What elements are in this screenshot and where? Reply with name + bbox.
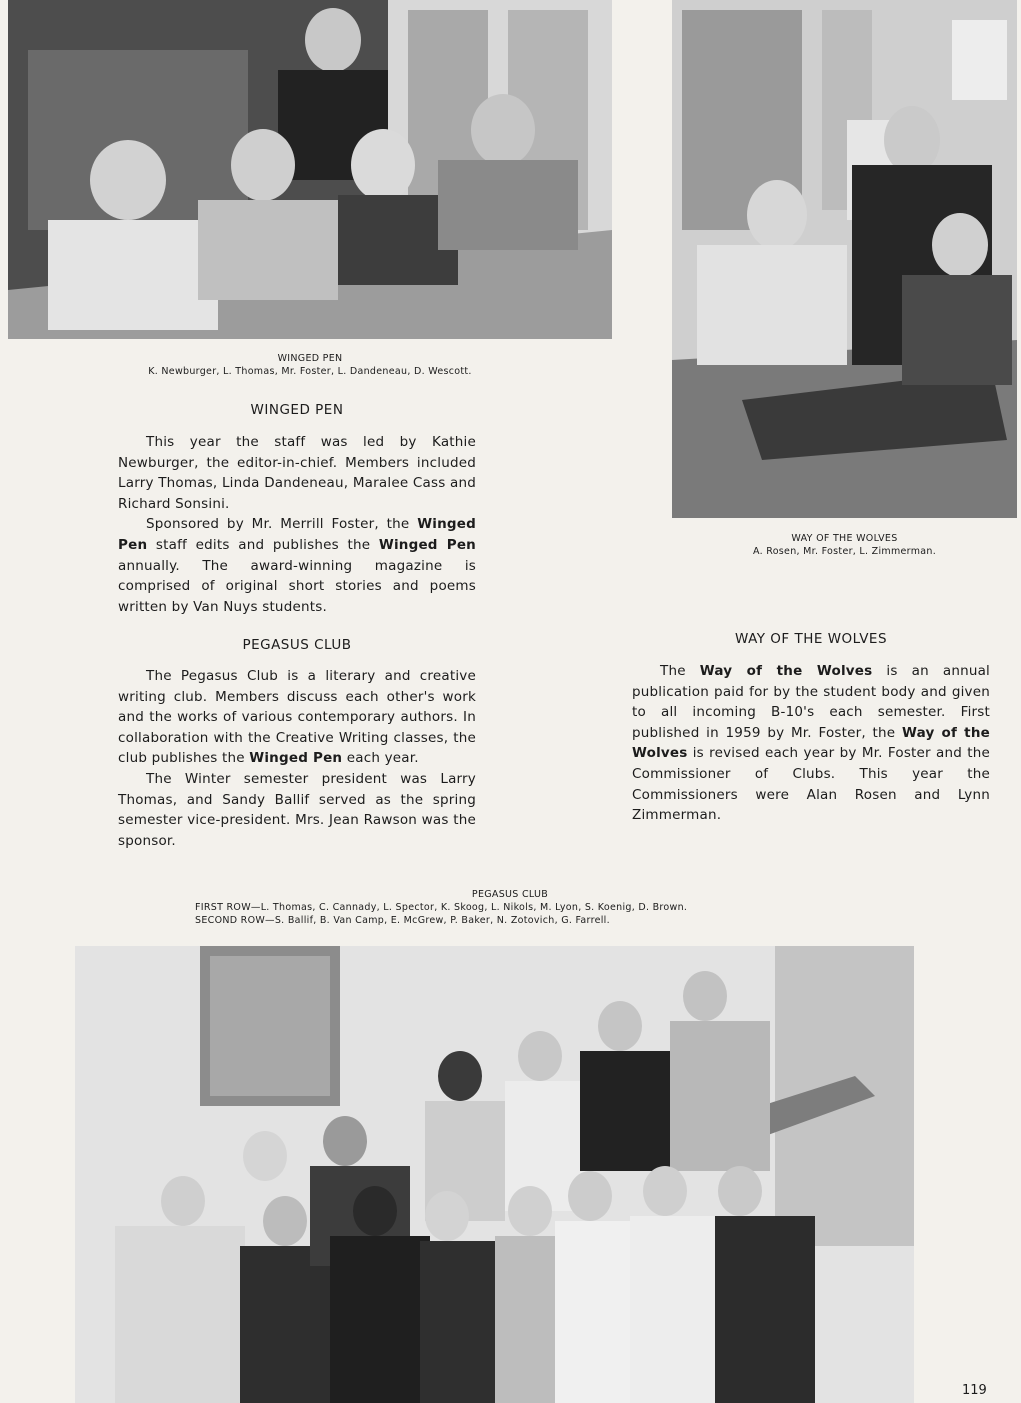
pegasus-caption-row-2: SECOND ROW—S. Ballif, B. Van Camp, E. McGrew, P. Baker, N. Zotovich, G. Farrell. xyxy=(195,915,610,926)
winged-pen-caption-names: K. Newburger, L. Thomas, Mr. Foster, L. Dandeneau, D. Wescott. xyxy=(148,366,472,377)
wolves-caption-names: A. Rosen, Mr. Foster, L. Zimmerman. xyxy=(752,546,937,557)
winged-pen-paragraph-2: Sponsored by Mr. Merrill Foster, the Winged Pen staff edits and publishes the Winged Pen annually. The award-winning magazine is comprised of original short stories and poems written by Van Nuys students. xyxy=(118,516,476,615)
pegasus-caption-title: PEGASUS CLUB xyxy=(471,889,549,900)
publication-title: Winged Pen xyxy=(378,536,476,553)
pegasus-caption-row-1: FIRST ROW—L. Thomas, C. Cannady, L. Spector, K. Skoog, L. Nikols, M. Lyon, S. Koenig, D. Brown. xyxy=(195,902,688,913)
pegasus-club-body xyxy=(118,666,476,851)
winged-pen-caption-title: WINGED PEN xyxy=(277,353,343,364)
pegasus-club-photo xyxy=(75,946,914,1403)
way-of-the-wolves-photo xyxy=(672,0,1017,518)
publication-title: Way of the Wolves xyxy=(632,724,990,762)
way-of-the-wolves-body xyxy=(632,661,990,826)
pegasus-paragraph-2: The Winter semester president was Larry Thomas, and Sandy Ballif served as the spring semester vice-president. Mrs. Jean Rawson was the sponsor. xyxy=(118,770,476,849)
pegasus-club-heading: PEGASUS CLUB xyxy=(242,637,352,653)
publication-title: Winged Pen xyxy=(249,750,343,767)
winged-pen-photo-caption xyxy=(8,352,612,378)
publication-title: Winged Pen xyxy=(118,516,476,553)
winged-pen-photo xyxy=(8,0,612,339)
winged-pen-heading: WINGED PEN xyxy=(250,402,344,418)
winged-pen-paragraph-1: This year the staff was led by Kathie Newburger, the editor-in-chief. Members included Larry Thomas, Linda Dandeneau, Maralee Cass and Richard Sonsini. xyxy=(118,434,476,512)
wolves-caption-title: WAY OF THE WOLVES xyxy=(791,533,898,544)
way-of-the-wolves-heading: WAY OF THE WOLVES xyxy=(734,631,888,647)
winged-pen-body xyxy=(118,432,476,617)
wolves-paragraph-1: The Way of the Wolves is an annual publication paid for by the student body and given to all incoming B-10's each semester. First published in 1959 by Mr. Foster, the Way of the Wolves is revised each year by Mr. Foster and the Commissioner of Clubs. This year the Commissioners were Alan Rosen and Lynn Zimmerman. xyxy=(632,663,991,824)
page-number: 119 xyxy=(962,1383,987,1398)
pegasus-paragraph-1: The Pegasus Club is a literary and creative writing club. Members discuss each other's work and the works of various contemporary authors. In collaboration with the Creative Writing classes, the club publishes the Winged Pen each year. xyxy=(118,668,476,767)
publication-title: Way of the Wolves xyxy=(699,663,873,679)
way-of-the-wolves-photo-caption xyxy=(672,532,1017,558)
pegasus-club-photo-caption xyxy=(140,888,880,927)
